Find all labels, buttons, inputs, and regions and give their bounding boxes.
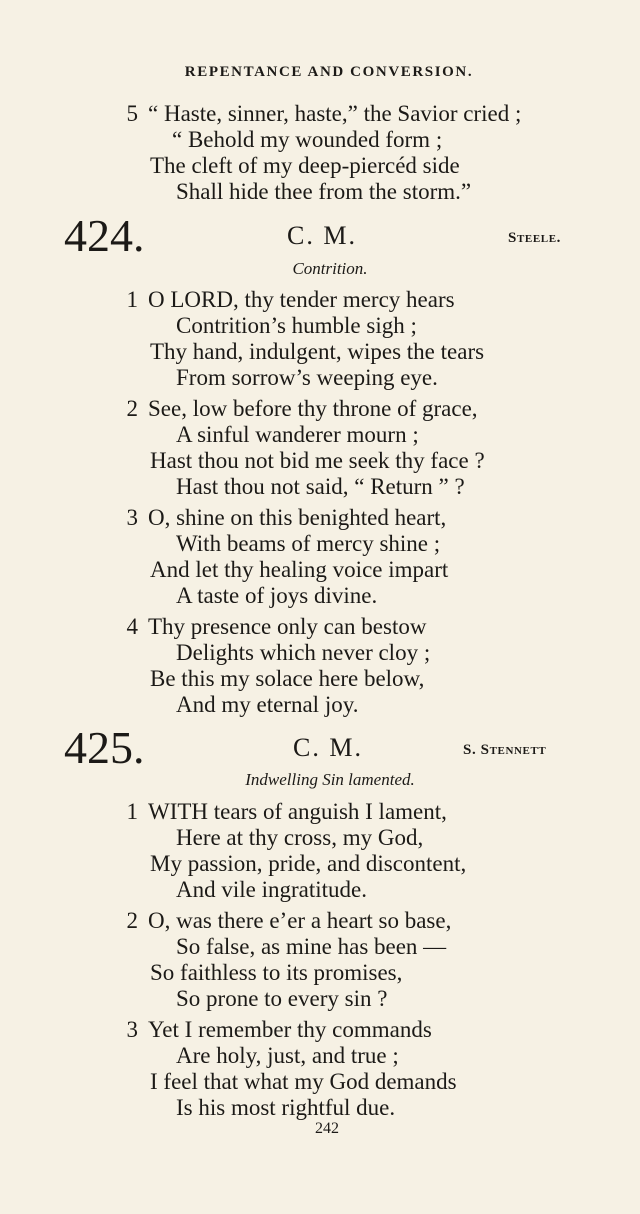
verse-line: O, shine on this benighted heart,	[148, 505, 447, 530]
verse-line: Thy presence only can bestow	[148, 614, 427, 639]
verse-line: WITH tears of anguish I lament,	[148, 799, 447, 824]
hymn-subtitle: Contrition.	[292, 259, 368, 278]
verse-number: 4	[126, 614, 138, 639]
verse-line: “ Haste, sinner, haste,” the Savior cried ;	[148, 101, 522, 126]
verse-line: O LORD, thy tender mercy hears	[148, 287, 455, 312]
verse-line: With beams of mercy shine ;	[176, 531, 441, 556]
verse-number: 5	[126, 101, 138, 126]
hymn-author: Steele.	[508, 230, 561, 246]
verse-line: So prone to every sin ?	[176, 986, 388, 1011]
verse-line: Be this my solace here below,	[150, 666, 425, 691]
hymn-author: S. Stennett	[463, 742, 547, 758]
hymn-meter: C. M.	[287, 221, 357, 250]
verse-line: And my eternal joy.	[176, 692, 359, 717]
hymn-subtitle: Indwelling Sin lamented.	[245, 770, 415, 789]
verse-line: Is his most rightful due.	[176, 1095, 396, 1120]
verse-line: Thy hand, indulgent, wipes the tears	[150, 339, 485, 364]
verse-line: See, low before thy throne of grace,	[148, 396, 478, 421]
verse-line: Shall hide thee from the storm.”	[176, 179, 472, 204]
verse-line: Delights which never cloy ;	[176, 640, 431, 665]
page-number: 242	[315, 1120, 339, 1137]
hymn-meter: C. M.	[293, 733, 363, 762]
verse-line: A sinful wanderer mourn ;	[176, 422, 419, 447]
verse-line: I feel that what my God demands	[150, 1069, 457, 1094]
verse-number: 2	[126, 396, 138, 421]
verse-line: “ Behold my wounded form ;	[172, 127, 443, 152]
running-head: REPENTANCE AND CONVERSION.	[184, 64, 474, 80]
verse-line: Hast thou not said, “ Return ” ?	[176, 474, 465, 499]
verse-line: So false, as mine has been —	[176, 934, 447, 959]
verse-line: Are holy, just, and true ;	[176, 1043, 399, 1068]
verse-line: The cleft of my deep-piercéd side	[150, 153, 460, 178]
verse-number: 2	[126, 908, 138, 933]
verse-number: 3	[126, 1017, 138, 1042]
verse-line: From sorrow’s weeping eye.	[176, 365, 438, 390]
verse-line: Hast thou not bid me seek thy face ?	[150, 448, 485, 473]
hymn-number: 424.	[64, 210, 145, 261]
verse-line: Here at thy cross, my God,	[176, 825, 424, 850]
verse-line: Yet I remember thy commands	[148, 1017, 432, 1042]
verse-line: O, was there e’er a heart so base,	[148, 908, 452, 933]
verse-line: My passion, pride, and discontent,	[150, 851, 467, 876]
verse-number: 1	[126, 287, 138, 312]
verse-number: 1	[126, 799, 138, 824]
verse-line: And let thy healing voice impart	[150, 557, 449, 582]
verse-line: Contrition’s humble sigh ;	[176, 313, 417, 338]
hymn-number: 425.	[64, 722, 145, 773]
verse-line: And vile ingratitude.	[176, 877, 367, 902]
verse-line: So faithless to its promises,	[150, 960, 403, 985]
verse-line: A taste of joys divine.	[176, 583, 378, 608]
verse-number: 3	[126, 505, 138, 530]
